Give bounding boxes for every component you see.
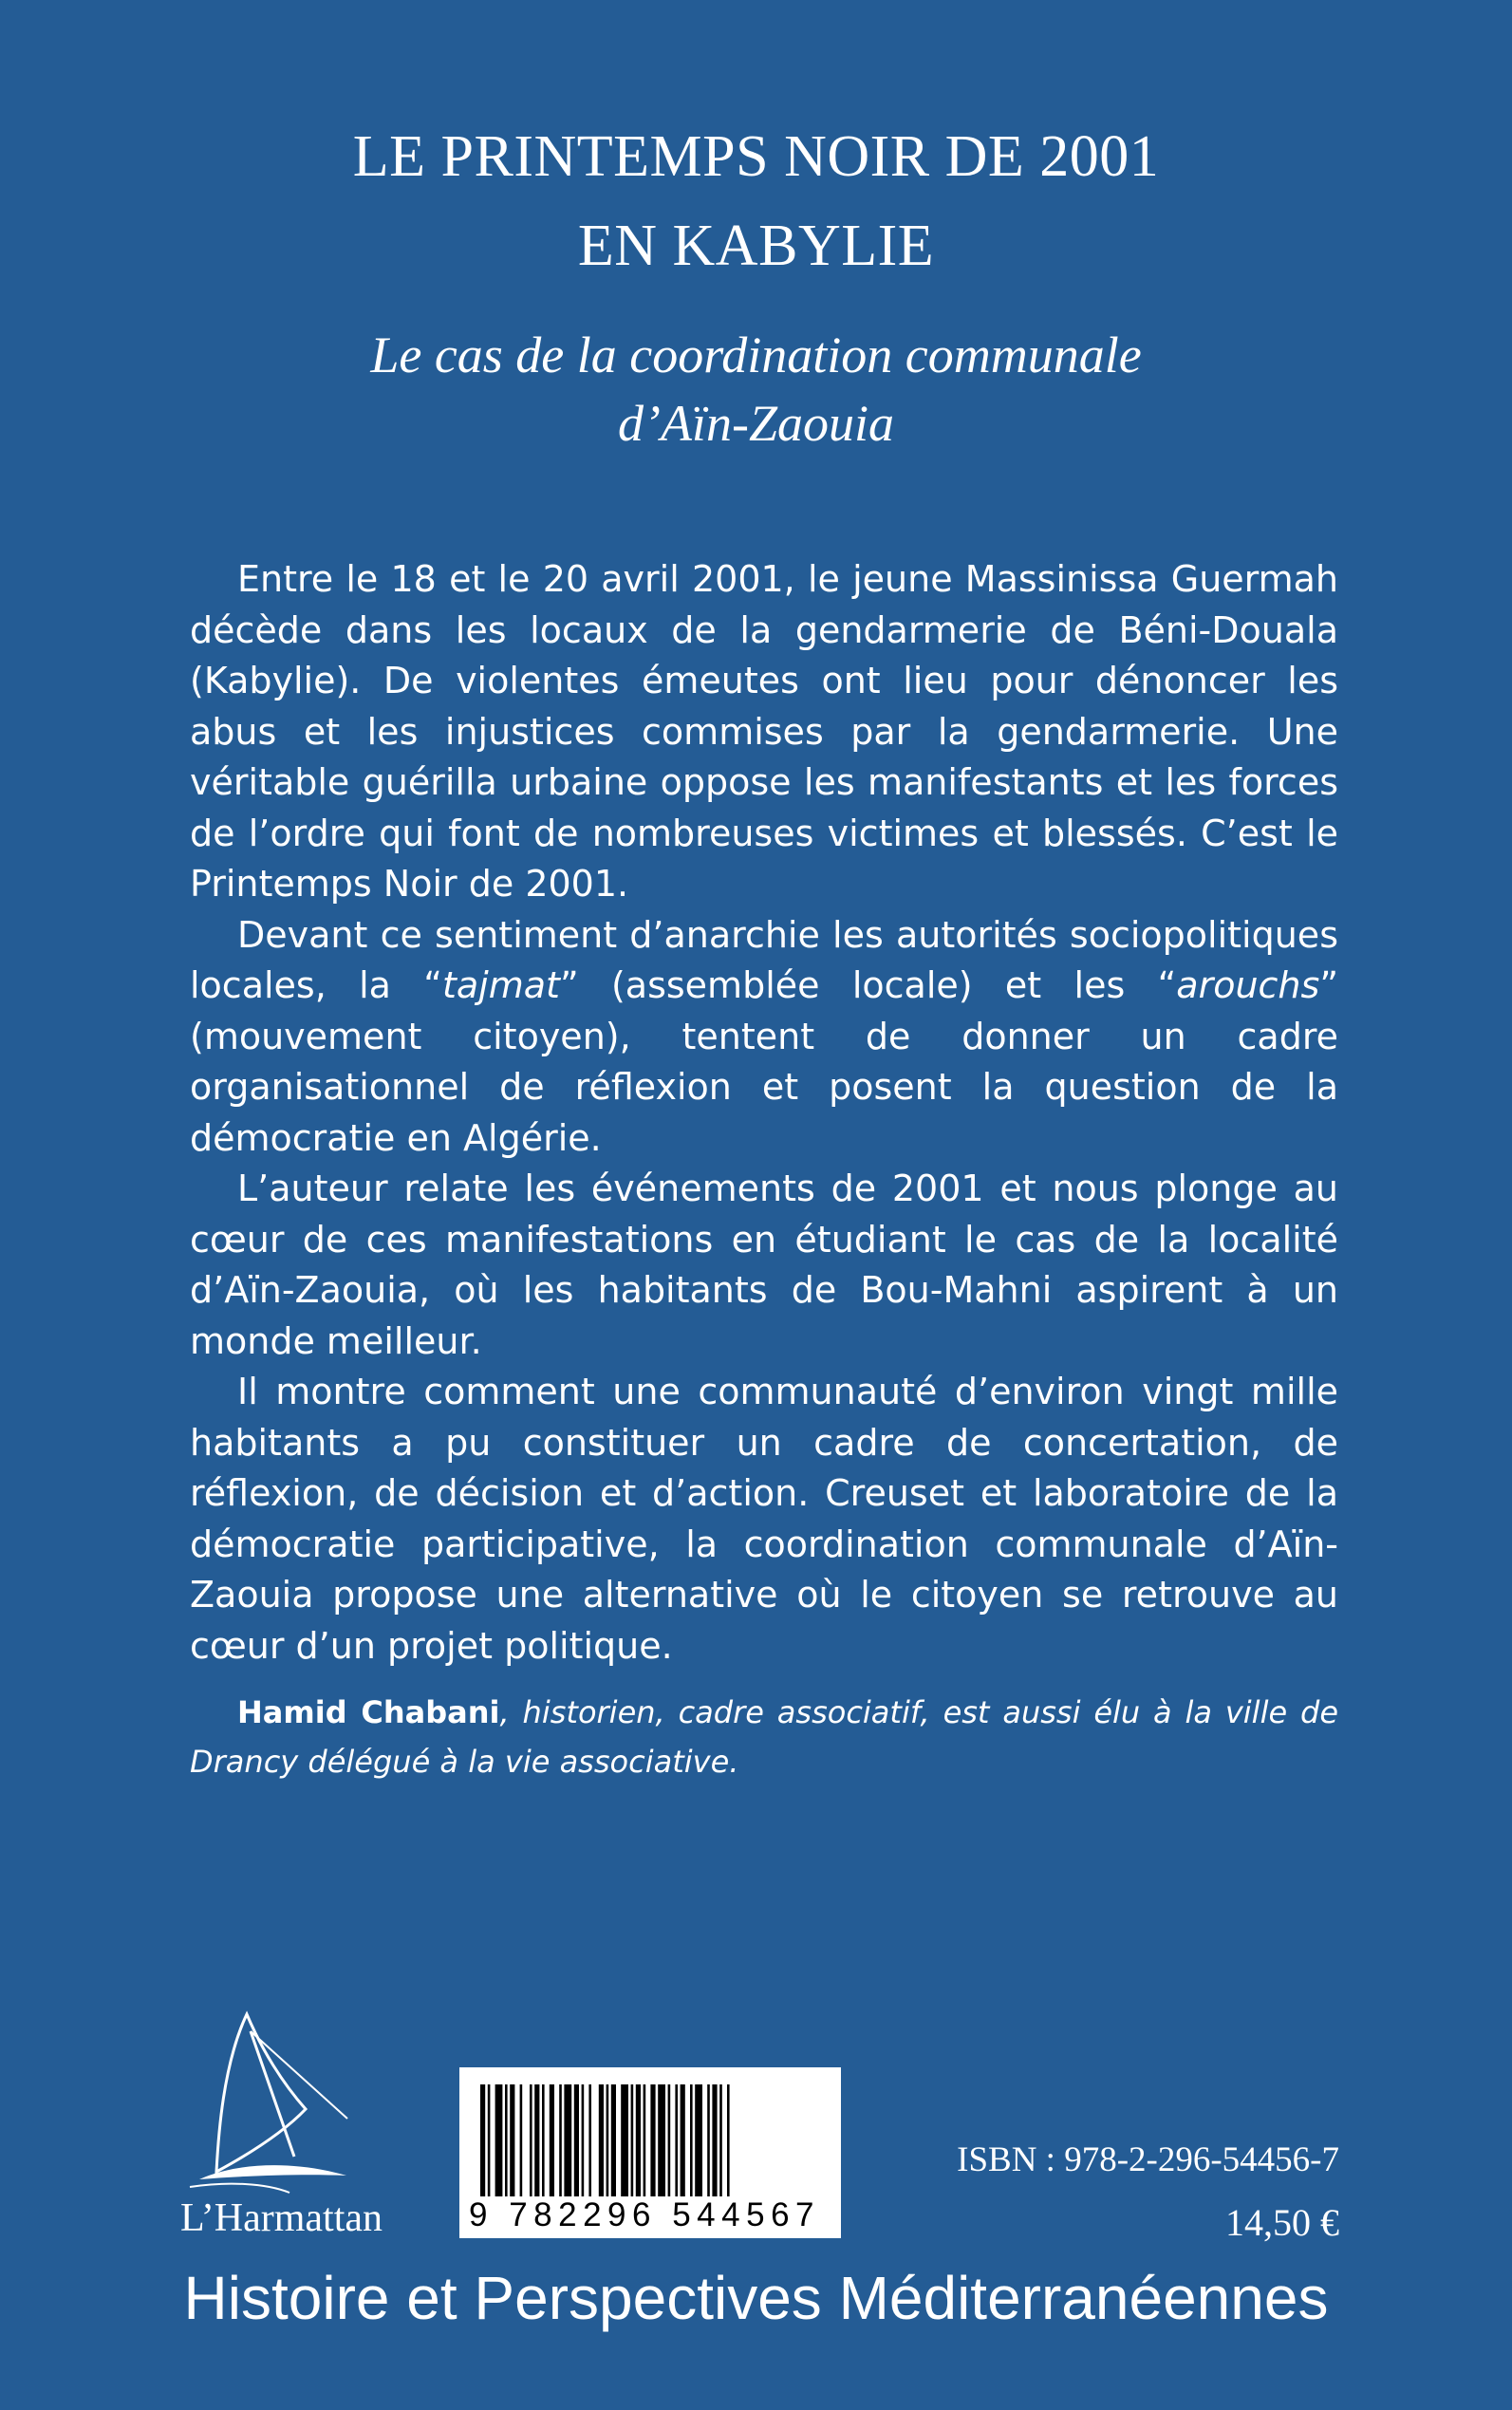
author-bio [190,1688,1338,1786]
blurb-p2-part-b: ” (assemblée locale) et les “ [559,964,1177,1006]
tajmat-term: tajmat [442,964,560,1006]
barcode-bar [719,2084,722,2196]
barcode-bar [530,2084,532,2196]
barcode-bar [727,2084,730,2196]
barcode-bar [495,2084,503,2196]
barcode-bar [542,2084,545,2196]
barcode-bar [668,2084,671,2196]
blurb-paragraph-3: L’auteur relate les événements de 2001 et nous plonge au cœur de ces manifestations en étudiant le cas de la localité d’Aïn-Zaouia, où les habitants de Bou-Mahni aspirent à un monde meilleur. [190,1168,1338,1362]
blurb-paragraph-4: Il montre comment une communauté d’environ vingt mille habitants a pu constituer un cadre de concertation, de réflexion, de décision et d’action. Creuset et laboratoire de la démocratie participative, la coordination communale d’Aïn-Zaouia propose une alternative où le citoyen se retrouve au cœur d’un projet politique. [190,1371,1338,1667]
author-description: , historien, cadre associatif, est aussi élu à la ville de Drancy délégué à la vie associative. [190,1694,1339,1780]
barcode-bar [505,2084,508,2196]
barcode-bar [588,2084,591,2196]
series-name: Histoire et Perspectives Méditerranéennes [183,2264,1329,2332]
barcode-bar [658,2084,665,2196]
barcode-bar [559,2084,562,2196]
barcode-bar [488,2084,491,2196]
author-name: Hamid Chabani [237,1694,500,1730]
title-line-1: LE PRINTEMPS NOIR DE 2001 [352,124,1160,189]
barcode [459,2067,841,2238]
barcode-bar [644,2084,646,2196]
sailboat-icon [180,1993,437,2240]
price: 14,50 € [1225,2201,1339,2244]
blurb [190,554,1338,1672]
barcode-digits: 9 782296 544567 [469,2196,820,2233]
barcode-bar [675,2084,678,2196]
barcode-bar [534,2084,539,2196]
blurb-p2-part-c: ” (mouvement citoyen), tentent de donner un cadre organisationnel de réflexion et posent la question de la démocratie en Algérie. [190,964,1338,1159]
barcode-bar [520,2084,523,2196]
subtitle-line-2: d’Aïn-Zaouia [618,395,894,452]
blurb-paragraph-1: Entre le 18 et le 20 avril 2001, le jeune Massinissa Guermah décède dans les locaux de la gendarmerie de Béni-Douala (Kabylie). De violentes émeutes ont lieu pour dénoncer les abus et les injustices commises par la gendarmerie. Une véritable guérilla urbaine oppose les manifestants et les forces de l’ordre qui font de nombreuses victimes et blessés. C’est le Printemps Noir de 2001. [190,558,1338,905]
publisher-name: L’Harmattan [180,2196,383,2240]
barcode-bar [636,2084,641,2196]
publisher-logo [180,1993,437,2240]
barcode-bar [695,2084,702,2196]
barcode-bar [621,2084,628,2196]
barcode-bar [712,2084,717,2196]
barcode-bar [550,2084,554,2196]
barcode-bar [681,2084,685,2196]
barcode-bar [607,2084,609,2196]
barcode-bar [611,2084,616,2196]
barcode-bar [690,2084,693,2196]
blurb-p2-part-a: Devant ce sentiment d’anarchie les autorités sociopolitiques locales, la “ [190,913,1338,1006]
barcode-bar [707,2084,710,2196]
barcode-bar [582,2084,585,2196]
book-title [0,112,1512,290]
barcode-bar [564,2084,571,2196]
title-line-2: EN KABYLIE [577,214,935,278]
isbn: ISBN : 978-2-296-54456-7 [957,2140,1339,2179]
barcode-bar [599,2084,604,2196]
subtitle-line-1: Le cas de la coordination communale [370,327,1142,383]
blurb-paragraph-2 [190,910,1338,1165]
barcode-bar [631,2084,634,2196]
arouchs-term: arouchs [1176,964,1320,1006]
barcode-bar [480,2084,485,2196]
barcode-bar [650,2084,655,2196]
barcode-bar [574,2084,579,2196]
book-subtitle [0,321,1512,458]
barcode-bars [480,2084,820,2196]
barcode-bar [510,2084,514,2196]
